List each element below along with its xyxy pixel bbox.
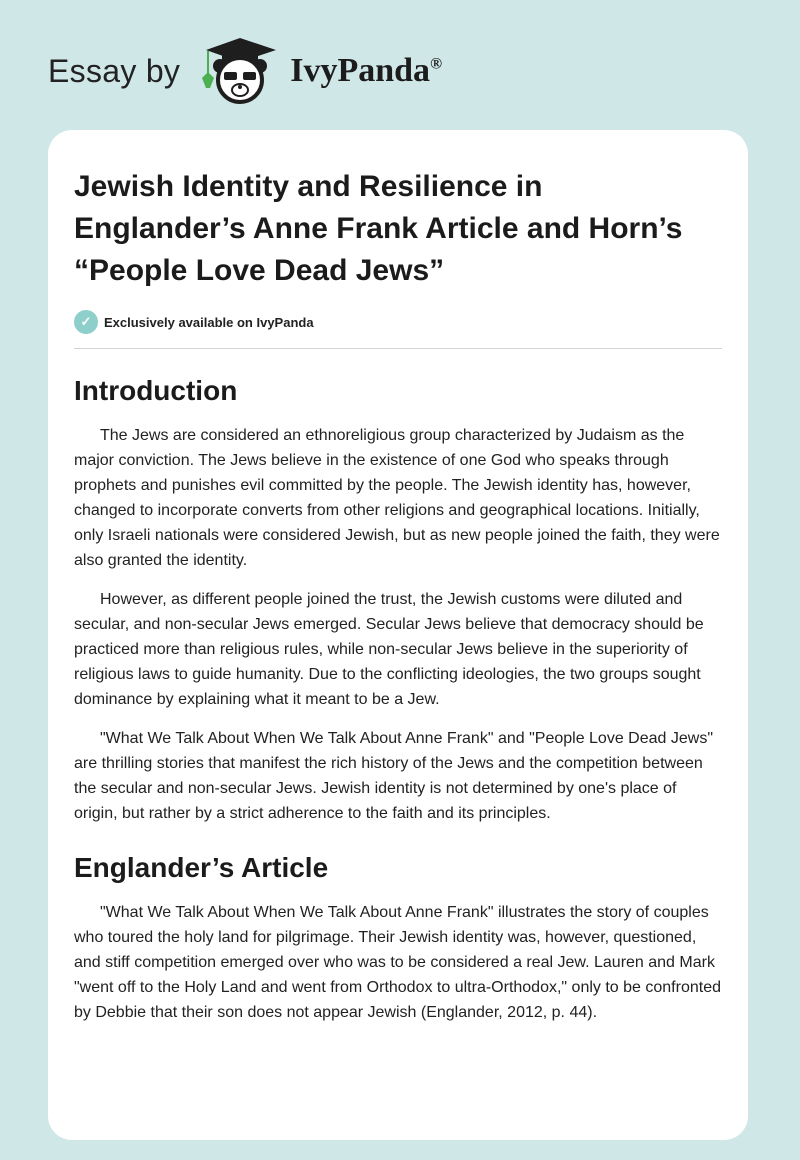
- essay-card: [48, 130, 748, 1140]
- section-heading: Englander’s Article: [74, 852, 329, 883]
- exclusive-badge: [74, 310, 722, 334]
- site-header: [48, 36, 442, 106]
- brand-name[interactable]: [290, 52, 442, 90]
- essay-by-label: Essay by: [48, 52, 181, 89]
- section-englanders-article: [74, 850, 722, 1025]
- divider: [74, 348, 722, 349]
- section-introduction: [74, 373, 722, 826]
- panda-logo-icon[interactable]: [198, 36, 282, 106]
- essay-title: Jewish Identity and Resilience in Englander’s Anne Frank Article and Horn’s “People Love Dead Jews”: [74, 170, 683, 287]
- section-heading: Introduction: [74, 375, 238, 406]
- brand-text: IvyPanda: [290, 52, 431, 89]
- paragraph: "What We Talk About When We Talk About Anne Frank" illustrates the story of couples who toured the holy land for pilgrimage. Their Jewish identity was, however, questioned, and stiff competition emerged over who was to be considered a real Jew. Lauren and Mark "went off to the Holy Land and went from Orthodox to ultra-Orthodox," only to be confronted by Debbie that their son does not appear Jewish (Englander, 2012, p. 44).: [74, 904, 721, 1021]
- paragraph: "What We Talk About When We Talk About Anne Frank" and "People Love Dead Jews" are thrilling stories that manifest the rich history of the Jews and the competition between the secular and non-secular Jews. Jewish identity is not determined by one's place of origin, but rather by a strict adherence to the faith and its principles.: [74, 730, 713, 822]
- registered-mark: ®: [430, 55, 443, 73]
- paragraph: However, as different people joined the trust, the Jewish customs were diluted and secular, and non-secular Jews emerged. Secular Jews believe that democracy should be practiced more than religious rules, while non-secular Jews believe in the superiority of religious laws to guide humanity. Due to the conflicting ideologies, the two groups sought dominance by explaining what it meant to be a Jew.: [74, 591, 704, 708]
- paragraph: The Jews are considered an ethnoreligious group characterized by Judaism as the major conviction. The Jews believe in the existence of one God who speaks through prophets and punishes evil committed by the people. The Jewish identity has, however, changed to incorporate converts from other religions and geographical locations. Initially, only Israeli nationals were considered Jewish, but as new people joined the faith, they were also granted the identity.: [74, 427, 720, 569]
- badge-label: Exclusively available on IvyPanda: [104, 314, 314, 330]
- check-icon: ✓: [74, 310, 98, 334]
